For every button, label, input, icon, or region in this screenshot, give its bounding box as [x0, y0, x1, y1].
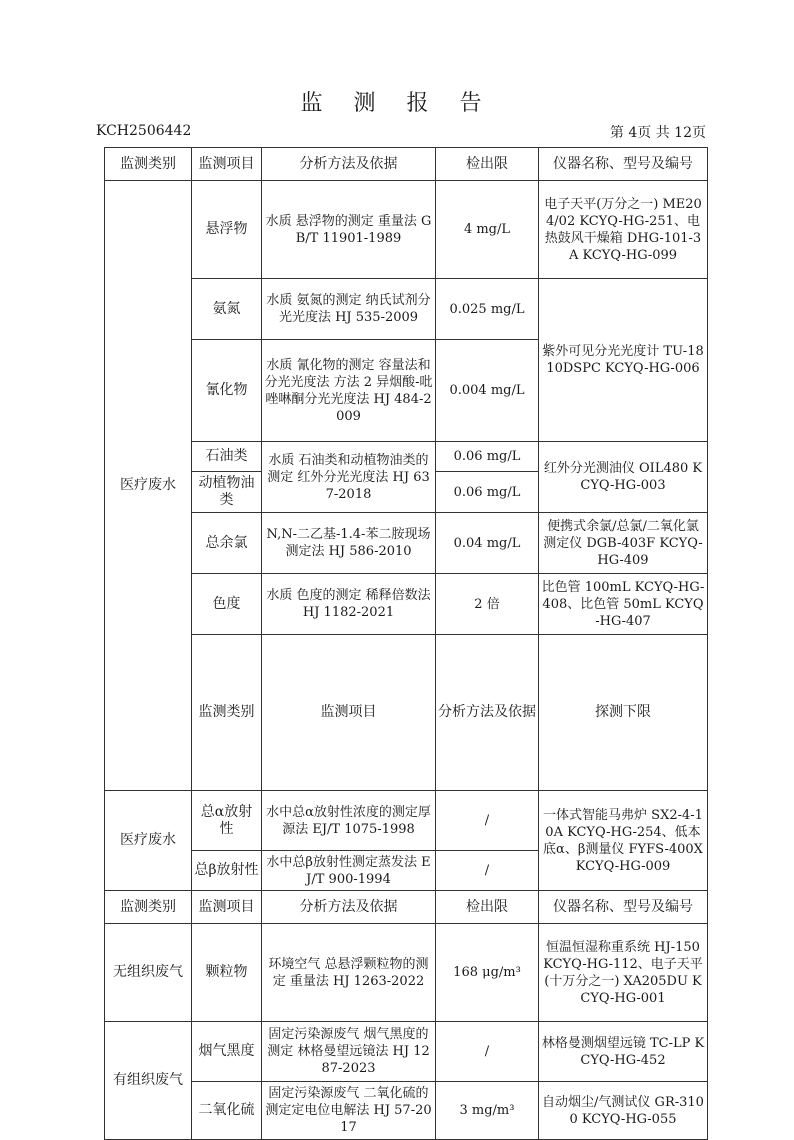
- header-category: 监测类别: [192, 635, 262, 791]
- header-item: 监测项目: [192, 891, 262, 924]
- method-cell: 水质 色度的测定 稀释倍数法 HJ 1182-2021: [262, 574, 436, 635]
- item-cell: 色度: [192, 574, 262, 635]
- limit-cell: /: [436, 791, 539, 851]
- method-cell: 水质 氰化物的测定 容量法和分光光度法 方法 2 异烟酸-吡唑啉酮分光光度法 HJ 484-2009: [262, 340, 436, 442]
- category-cell: 医疗废水: [105, 181, 192, 791]
- item-cell: 总α放射性: [192, 791, 262, 851]
- category-cell: 有组织废气: [105, 1022, 192, 1140]
- method-cell: 水质 石油类和动植物油类的测定 红外分光光度法 HJ 637-2018: [262, 442, 436, 513]
- item-cell: 悬浮物: [192, 181, 262, 279]
- method-cell: 环境空气 总悬浮颗粒物的测定 重量法 HJ 1263-2022: [262, 924, 436, 1022]
- instrument-cell: 自动烟尘/气测试仪 GR-3100 KCYQ-HG-055: [539, 1082, 708, 1140]
- instrument-cell: 一体式智能马弗炉 SX2-4-10A KCYQ-HG-254、低本底α、β测量仪 FYFS-400X KCYQ-HG-009: [539, 791, 708, 891]
- method-cell: 水中总β放射性测定蒸发法 EJ/T 900-1994: [262, 851, 436, 891]
- table-header-row: [105, 891, 708, 924]
- instrument-cell: 便携式余氯/总氯/二氧化氯测定仪 DGB-403F KCYQ-HG-409: [539, 513, 708, 574]
- header-limit: 检出限: [436, 148, 539, 181]
- item-cell: 颗粒物: [192, 924, 262, 1022]
- limit-cell: /: [436, 851, 539, 891]
- monitoring-methods-table: [104, 147, 708, 1140]
- table-row: [105, 181, 708, 279]
- page-indicator: 第 4页 共 12页: [609, 125, 706, 141]
- limit-cell: /: [436, 1022, 539, 1082]
- limit-cell: 0.004 mg/L: [436, 340, 539, 442]
- item-cell: 动植物油类: [192, 472, 262, 513]
- method-cell: 水质 氨氮的测定 纳氏试剂分光光度法 HJ 535-2009: [262, 279, 436, 340]
- limit-cell: 168 μg/m³: [436, 924, 539, 1022]
- item-cell: 二氧化硫: [192, 1082, 262, 1140]
- header-method: 分析方法及依据: [262, 891, 436, 924]
- table-row: [105, 442, 708, 472]
- header-category: 监测类别: [105, 891, 192, 924]
- method-cell: N,N-二乙基-1.4-苯二胺现场测定法 HJ 586-2010: [262, 513, 436, 574]
- item-cell: 石油类: [192, 442, 262, 472]
- instrument-cell: 电子天平(万分之一) ME204/02 KCYQ-HG-251、电热鼓风干燥箱 DHG-101-3A KCYQ-HG-099: [539, 181, 708, 279]
- instrument-cell: 红外分光测油仪 OIL480 KCYQ-HG-003: [539, 442, 708, 513]
- table-header-row: [105, 635, 708, 791]
- table-row: [105, 513, 708, 574]
- header-category: 监测类别: [105, 148, 192, 181]
- header-method: 分析方法及依据: [436, 635, 539, 791]
- limit-cell: 0.06 mg/L: [436, 472, 539, 513]
- table-row: [105, 924, 708, 1022]
- header-instrument: 仪器名称、型号及编号: [539, 891, 708, 924]
- header-limit: 检出限: [436, 891, 539, 924]
- limit-cell: 3 mg/m³: [436, 1082, 539, 1140]
- instrument-cell: 紫外可见分光光度计 TU-1810DSPC KCYQ-HG-006: [539, 279, 708, 442]
- limit-cell: 2 倍: [436, 574, 539, 635]
- category-cell: 无组织废气: [105, 924, 192, 1022]
- method-cell: 固定污染源废气 烟气黑度的测定 林格曼望远镜法 HJ 1287-2023: [262, 1022, 436, 1082]
- item-cell: 总β放射性: [192, 851, 262, 891]
- item-cell: 氰化物: [192, 340, 262, 442]
- report-number: KCH2506442: [96, 123, 192, 139]
- method-cell: 固定污染源废气 二氧化硫的测定定电位电解法 HJ 57-2017: [262, 1082, 436, 1140]
- report-title: 监 测 报 告: [300, 91, 494, 116]
- header-detection-limit: 探测下限: [539, 635, 708, 791]
- table-row: [105, 279, 708, 340]
- category-cell: 医疗废水: [105, 791, 192, 891]
- table-row: [105, 1082, 708, 1140]
- limit-cell: 0.06 mg/L: [436, 442, 539, 472]
- table-header-row: [105, 148, 708, 181]
- table-row: [105, 574, 708, 635]
- limit-cell: 4 mg/L: [436, 181, 539, 279]
- method-cell: 水中总α放射性浓度的测定厚源法 EJ/T 1075-1998: [262, 791, 436, 851]
- table-row: [105, 1022, 708, 1082]
- method-cell: 水质 悬浮物的测定 重量法 GB/T 11901-1989: [262, 181, 436, 279]
- item-cell: 总余氯: [192, 513, 262, 574]
- limit-cell: 0.04 mg/L: [436, 513, 539, 574]
- limit-cell: 0.025 mg/L: [436, 279, 539, 340]
- header-method: 分析方法及依据: [262, 148, 436, 181]
- item-cell: 氨氮: [192, 279, 262, 340]
- header-item: 监测项目: [262, 635, 436, 791]
- header-instrument: 仪器名称、型号及编号: [539, 148, 708, 181]
- table-row: [105, 791, 708, 851]
- instrument-cell: 比色管 100mL KCYQ-HG-408、比色管 50mL KCYQ-HG-407: [539, 574, 708, 635]
- item-cell: 烟气黑度: [192, 1022, 262, 1082]
- instrument-cell: 恒温恒湿称重系统 HJ-150 KCYQ-HG-112、电子天平(十万分之一) XA205DU KCYQ-HG-001: [539, 924, 708, 1022]
- instrument-cell: 林格曼测烟望远镜 TC-LP KCYQ-HG-452: [539, 1022, 708, 1082]
- header-item: 监测项目: [192, 148, 262, 181]
